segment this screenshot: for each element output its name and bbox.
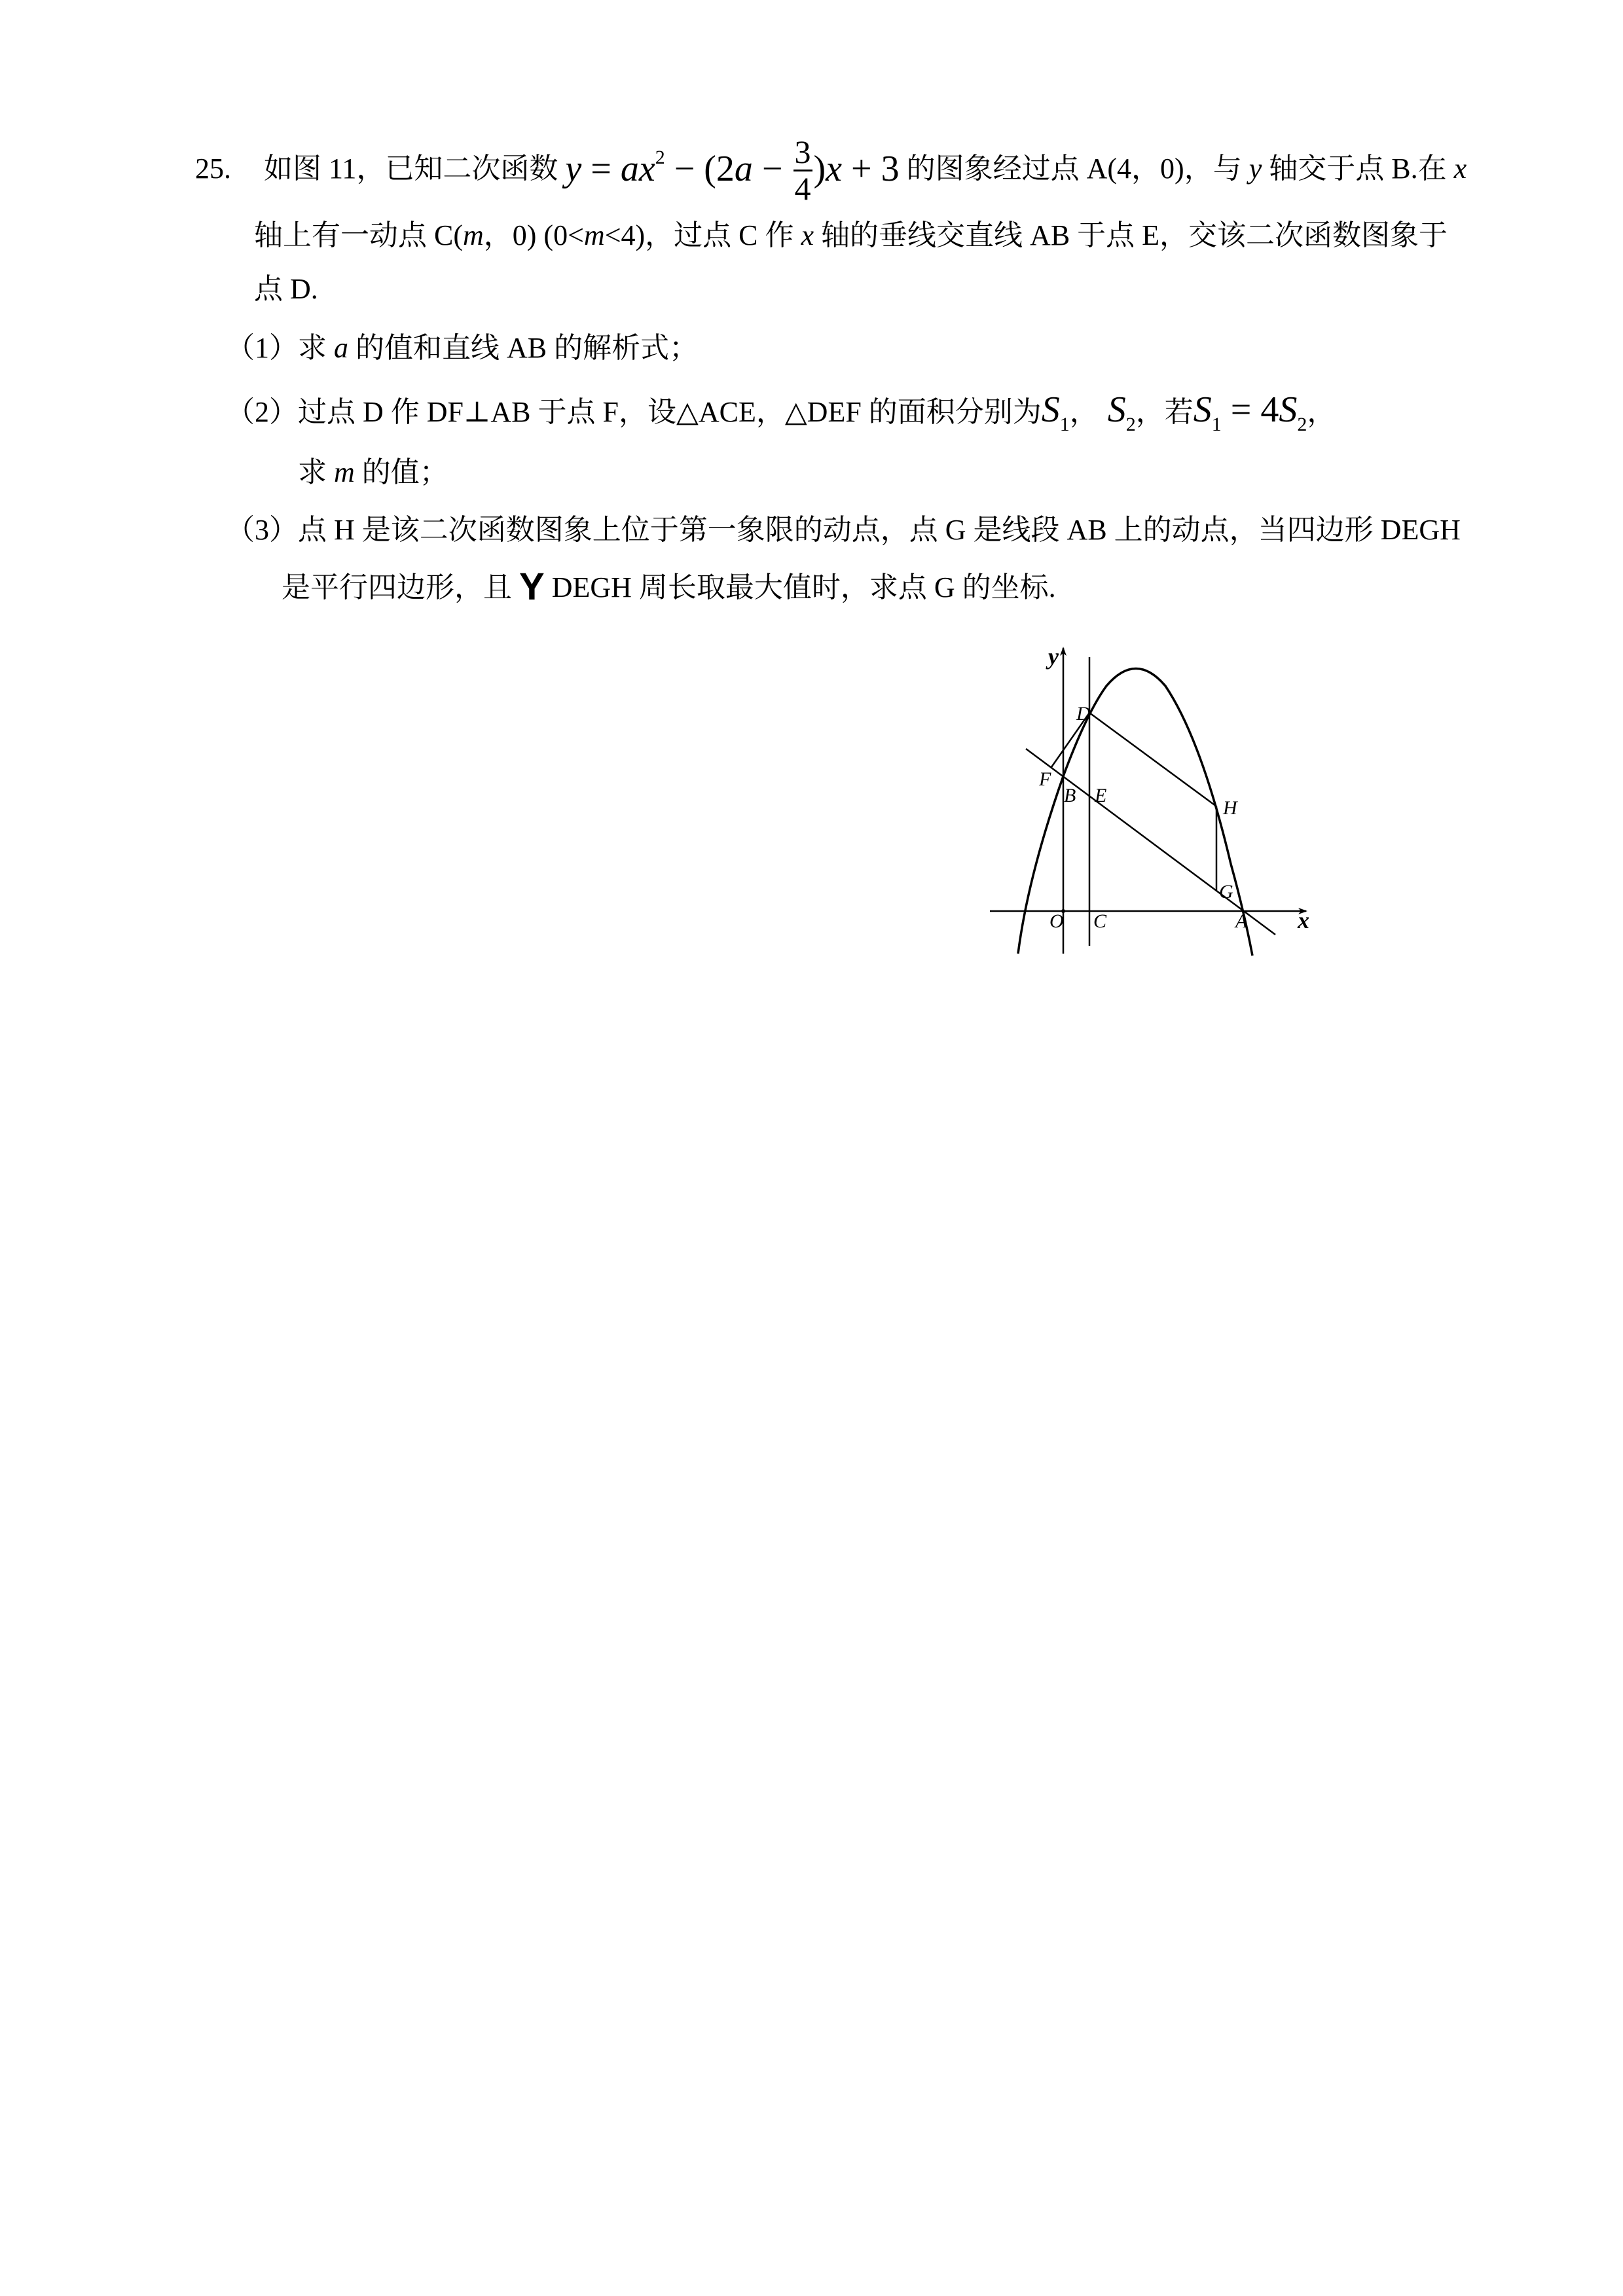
- label-x-axis: x: [1298, 907, 1309, 933]
- part-3-label: （3）: [226, 514, 298, 546]
- label-point-g: G: [1219, 881, 1233, 903]
- label-point-e: E: [1095, 785, 1107, 806]
- fraction-3-4: $\frac{3}{4}$: [794, 134, 811, 207]
- part-2: （2）过点 D 作 DF⊥AB 于点 F，设△ACE，△DEF 的面积分别为$S_1$， $S_2$，若$S_1 = 4S_2$，: [226, 389, 1336, 435]
- problem-line-3: 点 D.: [254, 273, 318, 305]
- segment-dh: [1089, 713, 1216, 806]
- stem-text-2: 的图象经过点 A(4，0)，与: [906, 152, 1249, 185]
- parallelogram-symbol-icon: Y: [519, 565, 545, 608]
- part-3: （3）点 H 是该二次函数图象上位于第一象限的动点，点 G 是线段 AB 上的动点，当四边形 DEGH: [226, 514, 1461, 546]
- label-y-axis: y: [1048, 643, 1059, 670]
- label-point-h: H: [1223, 797, 1237, 819]
- label-point-b: B: [1064, 785, 1076, 806]
- label-point-o: O: [1049, 910, 1064, 932]
- quadratic-formula: $y = ax^2 - (2a$ − $\frac{3}{4}$ )x + 3: [565, 134, 900, 207]
- problem-number: 25.: [195, 152, 231, 185]
- stem-text-1: 如图 11，已知二次函数: [264, 152, 558, 185]
- problem-line-2: 轴上有一动点 C(m，0) (0<m<4)，过点 C 作 x 轴的垂线交直线 AB 于点 E，交该二次函数图象于: [254, 219, 1448, 251]
- label-point-c: C: [1093, 910, 1107, 932]
- label-point-f: F: [1039, 768, 1051, 790]
- problem-line-1: 25. 如图 11，已知二次函数 $y = ax^2 - (2a$ − $\frac{3}{4}$ )x + 3 的图象经过点 A(4，0)，与 y 轴交于点 B.在 x: [195, 134, 1467, 207]
- part-1: （1）求 a 的值和直线 AB 的解析式；: [226, 332, 699, 364]
- label-point-a: A: [1235, 910, 1248, 932]
- label-point-d: D: [1076, 703, 1091, 725]
- part-2-line-2: 求 m 的值；: [298, 456, 448, 488]
- part-2-label: （2）: [226, 396, 298, 428]
- part-3-line-2: 是平行四边形，且 Y DEGH 周长取最大值时，求点 G 的坐标.: [282, 565, 1056, 608]
- part-1-label: （1）: [226, 332, 298, 364]
